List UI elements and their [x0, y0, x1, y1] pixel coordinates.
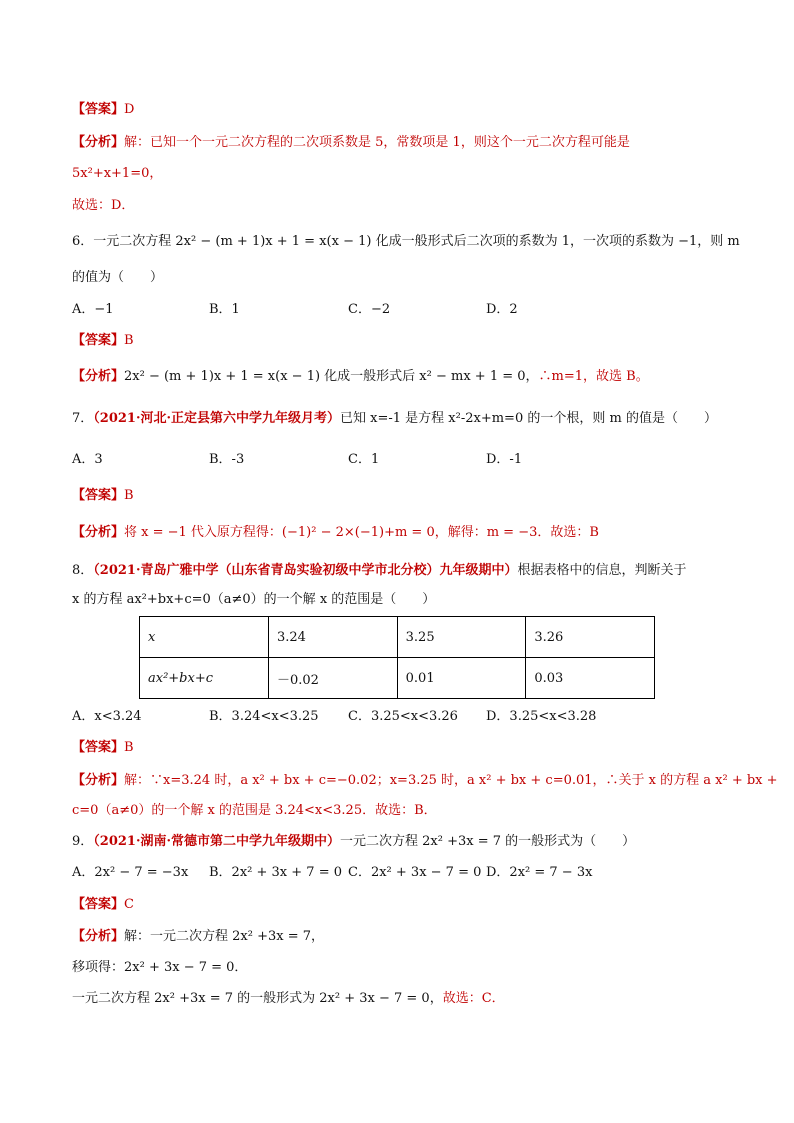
q9-option-a: A．2x² − 7 = −3x	[72, 865, 189, 880]
q8-option-c: C．3.25<x<3.26	[348, 709, 458, 724]
analysis-text: 解：∵x=3.24 时，a x² + bx + c=−0.02；x=3.25 时，a x² + bx + c=0.01，∴关于 x 的方程 a x² + bx +	[124, 773, 778, 788]
table-cell: 3.26	[526, 617, 655, 658]
question-stem: 已知 x=-1 是方程 x²-2x+m=0 的一个根，则 m 的值是（ ）	[340, 411, 717, 426]
analysis-formula: 2x² − (m + 1)x + 1 = x(x − 1) 化成一般形式后 x² − mx + 1 = 0，	[124, 369, 539, 384]
q9-option-c: C．2x² + 3x − 7 = 0	[348, 865, 482, 880]
q6-stem-line1	[72, 232, 740, 252]
q8-stem-line2: x 的方程 ax²+bx+c=0（a≠0）的一个解 x 的范围是（ ）	[72, 592, 436, 607]
question-stem: 根据表格中的信息，判断关于	[517, 563, 687, 578]
q7-option-c: C．1	[348, 452, 380, 467]
q7-answer-line	[72, 486, 134, 506]
question-number: 7．	[72, 411, 94, 426]
q5-analysis-line3: 故选：D．	[72, 198, 135, 213]
q8-analysis-line2: c=0（a≠0）的一个解 x 的范围是 3.24<x<3.25．故选：B．	[72, 803, 437, 818]
q8-option-b: B．3.24<x<3.25	[209, 709, 319, 724]
question-stem: 一元二次方程 2x² − (m + 1)x + 1 = x(x − 1) 化成一般形式后二次项的系数为 1，一次项的系数为 −1，则 m	[93, 234, 740, 249]
table-cell: x	[140, 617, 269, 658]
table-cell: 3.25	[397, 617, 526, 658]
q8-stem-line1	[72, 561, 687, 581]
analysis-label: 【分析】	[72, 369, 125, 384]
q8-option-d: D．3.25<x<3.28	[486, 709, 597, 724]
question-stem: 一元二次方程 2x² +3x = 7 的一般形式为（ ）	[340, 834, 636, 849]
answer-value: C	[124, 897, 134, 912]
table-cell: 3.24	[269, 617, 398, 658]
q9-analysis-line1	[72, 927, 324, 947]
q7-stem-line	[72, 409, 717, 429]
q5-analysis-line2: 5x²+x+1=0，	[72, 166, 163, 181]
table-row	[140, 658, 655, 699]
q9-option-d: D．2x² = 7 − 3x	[486, 865, 593, 880]
answer-label: 【答案】	[72, 102, 125, 117]
answer-label: 【答案】	[72, 897, 125, 912]
question-number: 9．	[72, 834, 94, 849]
analysis-text: 将 x = −1 代入原方程得：(−1)² − 2×(−1)+m = 0，解得：m = −3．故选：B	[124, 525, 599, 540]
question-number: 6．	[72, 234, 94, 249]
q8-value-table	[139, 616, 655, 699]
answer-value: B	[124, 488, 134, 503]
q7-option-b: B．-3	[209, 452, 245, 467]
q6-option-b: B．1	[209, 302, 240, 317]
q8-option-a: A．x<3.24	[72, 709, 142, 724]
q7-option-d: D．-1	[486, 452, 523, 467]
question-source: （2021·河北·正定县第六中学九年级月考）	[93, 411, 341, 426]
q9-analysis-line2: 移项得：2x² + 3x − 7 = 0．	[72, 960, 248, 975]
answer-label: 【答案】	[72, 333, 125, 348]
question-number: 8．	[72, 563, 94, 578]
q7-option-a: A．3	[72, 452, 103, 467]
analysis-conclusion: ∴m=1，故选 B。	[538, 369, 649, 384]
q6-option-c: C．−2	[348, 302, 391, 317]
q8-answer-line	[72, 738, 134, 758]
question-source: （2021·青岛广雅中学（山东省青岛实验初级中学市北分校）九年级期中）	[93, 563, 518, 578]
table-cell: 0.03	[526, 658, 655, 699]
q9-stem-line	[72, 832, 635, 852]
analysis-label: 【分析】	[72, 135, 125, 150]
q9-analysis-line3	[72, 989, 505, 1009]
table-cell: －0.02	[269, 658, 398, 699]
table-row	[140, 617, 655, 658]
table-cell: 0.01	[397, 658, 526, 699]
q6-stem-line2: 的值为（ ）	[72, 270, 164, 285]
answer-value: B	[124, 333, 134, 348]
answer-label: 【答案】	[72, 488, 125, 503]
answer-value: B	[124, 740, 134, 755]
q6-answer-line	[72, 331, 134, 351]
analysis-label: 【分析】	[72, 929, 125, 944]
answer-value: D	[124, 102, 135, 117]
analysis-label: 【分析】	[72, 525, 125, 540]
q9-option-b: B．2x² + 3x + 7 = 0	[209, 865, 342, 880]
table-cell: ax²+bx+c	[140, 658, 269, 699]
q8-analysis-line1	[72, 771, 778, 791]
q9-answer-line	[72, 895, 134, 915]
question-source: （2021·湖南·常德市第二中学九年级期中）	[93, 834, 341, 849]
q6-option-d: D．2	[486, 302, 518, 317]
analysis-text: 解：已知一个一元二次方程的二次项系数是 5，常数项是 1，则这个一元二次方程可能是	[124, 135, 630, 150]
analysis-text: 一元二次方程 2x² +3x = 7 的一般形式为 2x² + 3x − 7 = 0，	[72, 991, 443, 1006]
analysis-label: 【分析】	[72, 773, 125, 788]
analysis-text: 解：一元二次方程 2x² +3x = 7，	[124, 929, 325, 944]
answer-label: 【答案】	[72, 740, 125, 755]
analysis-conclusion: 故选：C．	[442, 991, 505, 1006]
q6-analysis-line	[72, 367, 649, 387]
q7-analysis-line	[72, 523, 599, 543]
q5-analysis-line1	[72, 133, 630, 153]
q5-answer-line	[72, 100, 134, 120]
q6-option-a: A．−1	[72, 302, 114, 317]
